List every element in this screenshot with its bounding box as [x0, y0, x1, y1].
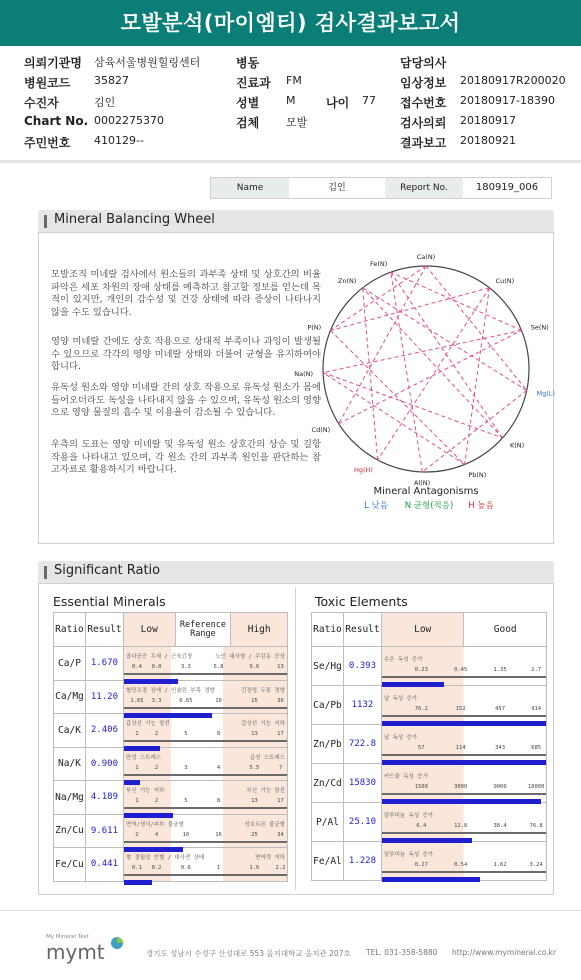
tick-label: 0.2: [151, 865, 162, 872]
tick-label: 3.3: [180, 664, 191, 671]
note-low: 카드뮴 독성 증가: [383, 774, 428, 780]
essential-table: [53, 612, 288, 882]
range-cell: [123, 814, 287, 848]
ratio-name: Fe/Cu: [54, 848, 86, 882]
ratio-name: Na/K: [54, 747, 86, 781]
logo-tagline: My Mineral Test: [46, 934, 89, 940]
panel-divider: [295, 588, 296, 890]
ratio-name: Ca/Pb: [312, 686, 344, 725]
dept-value: FM: [286, 74, 302, 87]
logo-mark-icon: [110, 936, 124, 950]
range-cell: [381, 686, 546, 725]
col-low: Low: [381, 613, 463, 647]
ratio-name: Zn/Cu: [54, 814, 86, 848]
chart-label: Chart No.: [24, 114, 89, 128]
result-bar: [124, 847, 183, 852]
result-bar: [382, 760, 546, 765]
note-low: 만성 스트레스: [125, 754, 162, 761]
report-no-label: Report No.: [385, 178, 463, 198]
tick-label: 8: [216, 798, 221, 805]
sex-label: 성별: [236, 96, 260, 110]
hospital-code-label: 병원코드: [24, 76, 71, 90]
tick-label: 18000: [527, 784, 545, 790]
tick-label: 34: [277, 831, 284, 838]
tick-label: 2.2: [275, 865, 286, 872]
doctor-label: 담당의사: [400, 56, 447, 70]
range-cell: [123, 647, 287, 681]
tick-label: 457: [495, 706, 506, 712]
patient-value: 김인: [94, 96, 116, 109]
result-bar: [124, 880, 152, 885]
legend-low: L 낮음: [364, 501, 388, 511]
tick-label: 0.8: [151, 664, 162, 671]
tick-labels: [382, 667, 546, 675]
antagonism-line: [323, 330, 521, 372]
tick-label: 6.65: [179, 697, 193, 704]
wheel-caption: Mineral Antagonisms: [373, 486, 479, 497]
essential-row: [54, 714, 288, 748]
range-cell: [123, 848, 287, 882]
ratio-result: 9.611: [85, 814, 123, 848]
id-label: 주민번호: [24, 136, 71, 150]
wheel-node-label: Se(N): [530, 323, 549, 332]
toxic-title: Toxic Elements: [315, 594, 408, 609]
tick-labels: [382, 706, 546, 714]
range-track: [382, 715, 546, 717]
tick-labels: [382, 823, 546, 831]
wheel-paragraph-3: 유독성 원소와 영양 미네랄 간의 상호 작용으로 유독성 원소가 몸에 들어오더라도 독성을 나타내지 않을 수 있으며, 유독성 원소의 영향으로 영양 물질의 흡수 및 이용율이 감소될 수 있습니다.: [51, 382, 321, 419]
tick-label: 1500: [414, 784, 428, 790]
note-low: 갑상선 기능 항진: [125, 721, 170, 728]
tick-label: 6.4: [416, 823, 427, 829]
wheel-circle: [323, 266, 529, 472]
wheel-panel: [38, 232, 554, 544]
tick-label: 2: [154, 798, 159, 805]
mymt-logo: mymt: [46, 940, 105, 964]
note-high: 노인 대사형 / 무감동 증상: [215, 654, 285, 661]
ratio-name: Ca/P: [54, 647, 86, 681]
result-bar: [382, 682, 444, 687]
col-result: Result: [85, 613, 123, 647]
name-value: 김인: [328, 183, 346, 193]
ratio-result: 25.10: [343, 803, 381, 842]
note-low: 부신 기능 저하: [125, 788, 165, 795]
tick-label: 0.4: [131, 664, 142, 671]
tick-label: 1.35: [493, 667, 507, 673]
tick-label: 5: [184, 731, 188, 738]
dept-label: 진료과: [236, 76, 271, 90]
tick-label: 3000: [454, 784, 468, 790]
tick-label: 1: [135, 731, 139, 738]
tick-labels: [124, 664, 287, 672]
tick-label: 3.24: [529, 862, 543, 868]
tick-labels: [382, 784, 546, 792]
ratio-result: 1.670: [85, 647, 123, 681]
tick-label: 7: [278, 764, 283, 771]
tick-label: 2: [154, 764, 159, 771]
result-bar: [124, 746, 160, 751]
tick-label: 2: [154, 731, 159, 738]
institution-value: 삼육서울병원힐링센터: [94, 56, 201, 69]
range-cell: [381, 647, 546, 686]
note-low: 혈당조절 장애 / 인슐린 부족 경향: [125, 687, 215, 694]
report-value: 20180921: [460, 134, 516, 147]
institution-label: 의뢰기관명: [24, 56, 82, 70]
id-value: 410129--: [94, 134, 144, 147]
col-good: Good: [464, 613, 547, 647]
wheel-section-header: [38, 210, 554, 232]
mineral-wheel-diagram: [294, 251, 555, 541]
antagonism-line: [331, 266, 426, 330]
ratio-result: 0.393: [343, 647, 381, 686]
tick-label: 343: [495, 745, 506, 751]
ratio-name: Se/Hg: [312, 647, 344, 686]
range-cell: [381, 764, 546, 803]
tick-label: 15: [251, 697, 258, 704]
range-cell: [381, 842, 546, 881]
col-high: High: [231, 613, 288, 647]
receipt-value: 20180917-18390: [460, 94, 555, 107]
range-track: [382, 871, 546, 873]
wheel-node-label: Na(N): [294, 369, 314, 378]
col-low: Low: [123, 613, 175, 647]
tick-label: 114: [455, 745, 466, 751]
range-cell: [381, 725, 546, 764]
ward-label: 병동: [236, 56, 260, 70]
tick-label: 25: [251, 831, 258, 838]
sex-value: M: [286, 94, 296, 107]
ratio-section-title: Significant Ratio: [54, 563, 161, 578]
note-high: 갑상선 기능 저하: [241, 721, 285, 728]
request-value: 20180917: [460, 114, 516, 127]
antagonism-line: [339, 266, 426, 424]
hospital-code-value: 35827: [94, 74, 129, 87]
col-reference: Reference Range: [175, 613, 231, 647]
antagonism-line: [363, 288, 503, 438]
section-bar: [44, 566, 47, 579]
wheel-node-label: Hg(H): [353, 465, 373, 474]
chart-value: 0002275370: [94, 114, 164, 127]
tick-label: 5.8: [213, 664, 224, 671]
range-track: [124, 673, 287, 675]
wheel-node-label: Cd(N): [311, 425, 331, 434]
note-high: 긴장성 두통 경향: [241, 687, 285, 694]
age-label: 나이: [326, 96, 350, 110]
essential-row: [54, 848, 288, 882]
note-low: 면역/생식/피부 불균형: [125, 821, 184, 828]
request-label: 검사의뢰: [400, 116, 447, 130]
result-bar: [382, 799, 541, 804]
footer-divider: [0, 910, 581, 911]
range-cell: [381, 803, 546, 842]
antagonism-line: [391, 272, 423, 472]
antagonism-line: [331, 330, 465, 464]
wheel-paragraph-1: 모발조직 미네랄 검사에서 원소들의 과부족 상태 및 상호간의 비율 파악은 세포 차원의 장애 상태를 예측하고 참고할 정보를 얻는데 목적이 있지만, 개인의 감수성 및 건강 상태에 따라 증상이 나타나지 않을 수도 있습니다.: [51, 269, 321, 319]
range-track: [382, 832, 546, 834]
ratio-section-header: [38, 561, 554, 583]
range-track: [382, 793, 546, 795]
tick-label: 57: [418, 745, 425, 751]
clinical-value: 20180917R200020: [460, 74, 566, 87]
patient-label: 수진자: [24, 96, 59, 110]
range-track: [382, 754, 546, 756]
toxic-row: [312, 842, 547, 881]
tick-label: 4: [216, 764, 221, 771]
tick-label: 13: [251, 798, 258, 805]
wheel-node-label: K(N): [509, 441, 525, 450]
essential-row: [54, 781, 288, 815]
footer-url: http://www.mymineral.co.kr: [452, 948, 557, 957]
wheel-node-label: Pb(N): [468, 470, 487, 479]
wheel-node-label: P(N): [307, 323, 322, 332]
note-low: 수은 독성 증가: [383, 657, 423, 663]
wheel-node-label: Ca(N): [416, 253, 436, 261]
ratio-name: Fe/Al: [312, 842, 344, 881]
note-high: 급성 스트레스: [249, 754, 285, 761]
tick-label: 10: [215, 697, 222, 704]
tick-label: 2.7: [531, 667, 542, 673]
range-cell: [123, 781, 287, 815]
wheel-node-label: Al(N): [413, 478, 431, 487]
ratio-result: 0.900: [85, 747, 123, 781]
antagonism-line: [323, 373, 465, 465]
name-label: Name: [211, 178, 289, 198]
note-low: 알루미늄 독성 증가: [383, 852, 434, 858]
legend-high: H 높음: [468, 501, 494, 511]
tick-label: 9000: [493, 784, 507, 790]
range-track: [124, 807, 287, 809]
note-high: 성호르몬 불균형: [244, 821, 285, 828]
tick-label: 76.8: [529, 823, 543, 829]
range-track: [124, 774, 287, 776]
antagonism-line: [363, 288, 527, 391]
range-track: [124, 841, 287, 843]
tick-labels: [124, 731, 287, 739]
tick-label: 1: [216, 865, 221, 872]
wheel-section-title: Mineral Balancing Wheel: [54, 212, 215, 227]
ratio-result: 1.228: [343, 842, 381, 881]
tick-label: 0.6: [180, 865, 191, 872]
ratio-result: 15830: [343, 764, 381, 803]
note-high: 면역력 저하: [255, 855, 285, 862]
range-cell: [123, 680, 287, 714]
wheel-node-label: Mg(L): [536, 389, 555, 398]
toxic-row: [312, 725, 547, 764]
tick-labels: [124, 865, 287, 873]
ratio-panel: [38, 583, 554, 895]
tick-label: 0.27: [414, 862, 428, 868]
wheel-node-label: Zn(N): [337, 276, 357, 285]
section-bar: [44, 215, 47, 228]
essential-row: [54, 647, 288, 681]
result-bar: [124, 780, 140, 785]
name-bar: [210, 177, 552, 199]
essential-row: [54, 747, 288, 781]
specimen-value: 모발: [286, 116, 308, 129]
clinical-label: 임상정보: [400, 76, 447, 90]
essential-row: [54, 814, 288, 848]
footer-tel: TEL. 031-358-5880: [366, 948, 438, 957]
tick-label: 914: [531, 706, 542, 712]
range-track: [382, 676, 546, 678]
footer: [0, 930, 581, 980]
toxic-row: [312, 647, 547, 686]
tick-labels: [124, 798, 287, 806]
toxic-row: [312, 803, 547, 842]
col-ratio: Ratio: [312, 613, 344, 647]
tick-labels: [124, 698, 287, 706]
report-no-value: 180919_006: [475, 182, 539, 193]
wheel-node-label: Cu(N): [495, 276, 515, 285]
ratio-name: Zn/Pb: [312, 725, 344, 764]
toxic-row: [312, 686, 547, 725]
tick-label: 4: [154, 831, 159, 838]
tick-label: 1: [135, 798, 139, 805]
ratio-name: Zn/Cd: [312, 764, 344, 803]
tick-label: 0.1: [131, 865, 142, 872]
ratio-result: 2.406: [85, 714, 123, 748]
essential-title: Essential Minerals: [53, 594, 166, 609]
range-track: [124, 707, 287, 709]
ratio-result: 11.20: [85, 680, 123, 714]
tick-label: 3: [184, 764, 188, 771]
tick-label: 13: [277, 664, 284, 671]
tick-labels: [382, 745, 546, 753]
tick-label: 36: [277, 697, 284, 704]
tick-label: 685: [531, 745, 542, 751]
wheel-node-label: Fe(N): [370, 259, 388, 268]
ratio-name: Ca/K: [54, 714, 86, 748]
result-bar: [124, 713, 212, 718]
tick-label: 12.8: [454, 823, 468, 829]
range-track: [124, 740, 287, 742]
tick-label: 0.45: [454, 667, 468, 673]
tick-label: 1: [135, 764, 139, 771]
tick-label: 152: [455, 706, 466, 712]
range-cell: [123, 714, 287, 748]
ratio-result: 0.441: [85, 848, 123, 882]
result-bar: [382, 877, 480, 882]
tick-label: 10: [182, 831, 190, 838]
tick-label: 17: [277, 731, 284, 738]
receipt-label: 접수번호: [400, 96, 447, 110]
tick-label: 5.5: [249, 764, 260, 771]
antagonism-line: [339, 330, 522, 423]
tick-labels: [124, 832, 287, 840]
antagonism-line: [363, 288, 378, 460]
ratio-name: Na/Mg: [54, 781, 86, 815]
range-cell: [123, 747, 287, 781]
result-bar: [124, 813, 173, 818]
report-label: 결과보고: [400, 136, 447, 150]
tick-label: 1.65: [130, 697, 144, 704]
note-high: 부신 기능 항진: [246, 788, 285, 795]
tick-label: 17: [277, 798, 284, 805]
legend-normal: N 균형(적응): [404, 501, 454, 511]
report-title: 모발분석(마이엠티) 검사결과보고서: [0, 0, 581, 46]
footer-address: 경기도 성남시 수정구 산성대로 553 을지대학교 을지관 207호: [146, 949, 351, 958]
tick-labels: [124, 765, 287, 773]
ratio-name: P/Al: [312, 803, 344, 842]
col-ratio: Ratio: [54, 613, 86, 647]
tick-label: 2: [135, 831, 139, 838]
tick-labels: [382, 862, 546, 870]
tick-label: 8: [216, 731, 221, 738]
antagonism-line: [465, 288, 490, 465]
wheel-paragraph-2: 영양 미네랄 간에도 상호 작용으로 상대적 부족이나 과잉이 발생될 수 있으므로 각각의 영양 미네랄 상태와 더불어 균형을 유지하여야 합니다.: [51, 336, 321, 373]
tick-label: 38.4: [493, 823, 507, 829]
ratio-result: 722.8: [343, 725, 381, 764]
divider: [0, 160, 581, 163]
col-result: Result: [343, 613, 381, 647]
essential-row: [54, 680, 288, 714]
ratio-name: Ca/Mg: [54, 680, 86, 714]
tick-label: 0.23: [414, 667, 428, 673]
result-bar: [382, 838, 472, 843]
ratio-result: 1132: [343, 686, 381, 725]
wheel-paragraph-4: 우측의 도표는 영양 미네랄 및 유독성 원소 상호간의 상승 및 길항 작용을 나타내고 있으며, 각 원소 간의 과부족 원인을 판단하는 참고자료로 활용하시기 바랍니다.: [51, 439, 321, 476]
tick-label: 13: [251, 731, 258, 738]
tick-label: 16: [215, 831, 222, 838]
toxic-row: [312, 764, 547, 803]
note-low: 골다공증 우세 / 근육긴장: [125, 654, 193, 661]
note-low: 납 독성 증가: [383, 696, 418, 702]
specimen-label: 검체: [236, 116, 260, 130]
result-bar: [382, 721, 546, 726]
tick-label: 1.62: [493, 862, 507, 868]
result-bar: [124, 679, 178, 684]
toxic-table: [311, 612, 547, 881]
tick-label: 76.2: [414, 706, 428, 712]
range-track: [124, 874, 287, 876]
tick-label: 0.54: [454, 862, 468, 868]
note-low: 철 결핍성 빈혈 / 대사전 상태: [125, 855, 205, 862]
tick-label: 1.6: [249, 865, 260, 872]
note-low: 납 독성 증가: [383, 735, 418, 741]
tick-label: 9.6: [249, 664, 260, 671]
tick-label: 5: [184, 798, 188, 805]
ratio-result: 4.189: [85, 781, 123, 815]
tick-label: 3.3: [151, 697, 162, 704]
note-low: 알루미늄 독성 증가: [383, 813, 434, 819]
age-value: 77: [362, 94, 376, 107]
